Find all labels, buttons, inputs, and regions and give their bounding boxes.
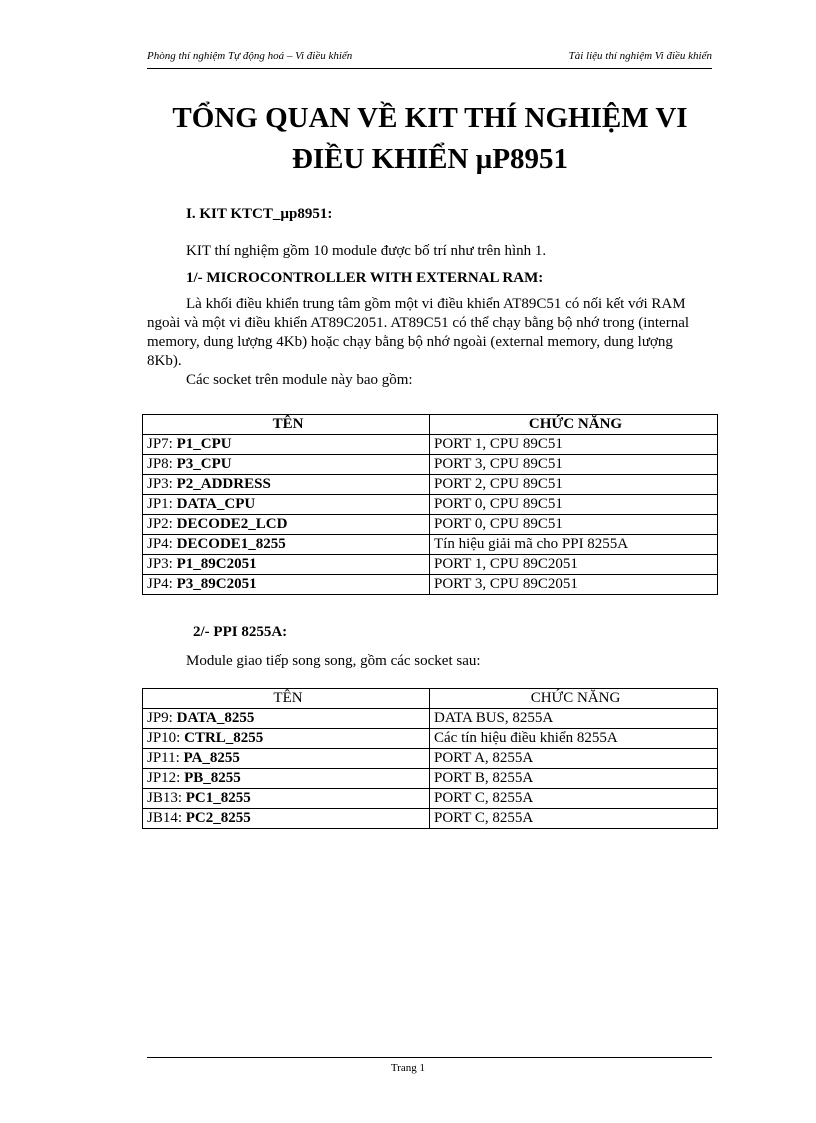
socket-name: P1_89C2051	[176, 556, 257, 572]
socket-name: CTRL_8255	[184, 730, 264, 746]
socket-name: P2_ADDRESS	[176, 476, 271, 492]
socket-function-cell: DATA BUS, 8255A	[430, 709, 718, 729]
page-header	[147, 48, 712, 69]
socket-name-cell	[143, 495, 430, 515]
table-row	[143, 455, 718, 475]
socket-prefix: JP8:	[147, 456, 177, 472]
socket-name: PA_8255	[183, 750, 240, 766]
section-1-heading: I. KIT KTCT_µp8951:	[186, 206, 333, 222]
table-row	[143, 575, 718, 595]
page-number: Trang 1	[390, 1062, 426, 1074]
column-header-function: CHỨC NĂNG	[430, 689, 718, 709]
socket-function-cell: PORT 0, CPU 89C51	[430, 515, 718, 535]
socket-prefix: JP2:	[147, 516, 177, 532]
column-header-function: CHỨC NĂNG	[430, 415, 718, 435]
socket-name: PC2_8255	[185, 810, 251, 826]
socket-function-cell: PORT 1, CPU 89C2051	[430, 555, 718, 575]
socket-prefix: JP7:	[147, 436, 177, 452]
module-1-socket-table	[142, 414, 718, 595]
module-1-paragraph	[147, 295, 707, 390]
socket-name-cell	[143, 809, 430, 829]
socket-function-cell: PORT 1, CPU 89C51	[430, 435, 718, 455]
socket-name: DATA_8255	[176, 710, 255, 726]
socket-name-cell	[143, 575, 430, 595]
socket-name-cell	[143, 709, 430, 729]
table-header-row	[143, 415, 718, 435]
socket-prefix: JP4:	[147, 536, 177, 552]
socket-function-cell: PORT 2, CPU 89C51	[430, 475, 718, 495]
header-right-text: Tài liệu thí nghiệm Vi điều khiển	[568, 50, 712, 62]
socket-prefix: JB13:	[147, 790, 186, 806]
column-header-name: TÊN	[143, 689, 430, 709]
module-1-description: Là khối điều khiển trung tâm gồm một vi điều khiển AT89C51 có nối kết với RAM ngoài và một vi điều khiển AT89C2051. AT89C51 có thể chạy bằng bộ nhớ trong (internal memory, dung lượng 4Kb) hoặc chạy bằng bộ nhớ ngoài (external memory, dung lượng 8Kb).	[147, 296, 690, 369]
section-1-intro: KIT thí nghiệm gồm 10 module được bố trí như trên hình 1.	[186, 243, 547, 259]
table-row	[143, 729, 718, 749]
table-row	[143, 435, 718, 455]
socket-prefix: JP4:	[147, 576, 177, 592]
footer-divider	[147, 1057, 712, 1058]
socket-name-cell	[143, 435, 430, 455]
socket-function-cell: Tín hiệu giải mã cho PPI 8255A	[430, 535, 718, 555]
socket-name-cell	[143, 475, 430, 495]
table-row	[143, 809, 718, 829]
column-header-name: TÊN	[143, 415, 430, 435]
socket-prefix: JP11:	[147, 750, 184, 766]
socket-name-cell	[143, 515, 430, 535]
title-line-2: ĐIỀU KHIỂN µP8951	[291, 143, 569, 175]
table-row	[143, 789, 718, 809]
socket-name: P3_89C2051	[176, 576, 257, 592]
table-row	[143, 749, 718, 769]
socket-name-cell	[143, 555, 430, 575]
socket-function-cell: PORT C, 8255A	[430, 789, 718, 809]
socket-name: P1_CPU	[176, 436, 232, 452]
socket-function-cell: PORT B, 8255A	[430, 769, 718, 789]
socket-name-cell	[143, 455, 430, 475]
module-2-heading: 2/- PPI 8255A:	[193, 624, 288, 640]
table-row	[143, 515, 718, 535]
socket-name-cell	[143, 789, 430, 809]
table-row	[143, 555, 718, 575]
socket-prefix: JP10:	[147, 730, 185, 746]
socket-prefix: JP9:	[147, 710, 177, 726]
socket-function-cell: PORT C, 8255A	[430, 809, 718, 829]
socket-prefix: JB14:	[147, 810, 186, 826]
socket-prefix: JP3:	[147, 476, 177, 492]
module-1-heading: 1/- MICROCONTROLLER WITH EXTERNAL RAM:	[186, 270, 544, 286]
table-row	[143, 535, 718, 555]
socket-function-cell: PORT 0, CPU 89C51	[430, 495, 718, 515]
socket-name-cell	[143, 535, 430, 555]
socket-name: PB_8255	[184, 770, 241, 786]
table-row	[143, 709, 718, 729]
socket-name: PC1_8255	[185, 790, 251, 806]
socket-name-cell	[143, 729, 430, 749]
title-line-1: TỔNG QUAN VỀ KIT THÍ NGHIỆM VI	[172, 102, 688, 134]
socket-function-cell: Các tín hiệu điều khiển 8255A	[430, 729, 718, 749]
module-2-socket-table	[142, 688, 718, 829]
document-title	[120, 98, 740, 180]
socket-name: DECODE2_LCD	[176, 516, 288, 532]
socket-function-cell: PORT 3, CPU 89C2051	[430, 575, 718, 595]
socket-function-cell: PORT 3, CPU 89C51	[430, 455, 718, 475]
module-1-sockets-intro: Các socket trên module này bao gồm:	[186, 372, 413, 388]
socket-name: P3_CPU	[176, 456, 232, 472]
module-2-intro: Module giao tiếp song song, gồm các socket sau:	[186, 653, 481, 669]
table-row	[143, 475, 718, 495]
table-row	[143, 769, 718, 789]
socket-prefix: JP3:	[147, 556, 177, 572]
table-row	[143, 495, 718, 515]
table-header-row	[143, 689, 718, 709]
header-left-text: Phòng thí nghiệm Tự động hoá – Vi điều khiển	[147, 50, 353, 62]
socket-name-cell	[143, 749, 430, 769]
socket-name: DECODE1_8255	[176, 536, 286, 552]
socket-name: DATA_CPU	[176, 496, 256, 512]
socket-prefix: JP12:	[147, 770, 185, 786]
socket-name-cell	[143, 769, 430, 789]
socket-prefix: JP1:	[147, 496, 177, 512]
socket-function-cell: PORT A, 8255A	[430, 749, 718, 769]
